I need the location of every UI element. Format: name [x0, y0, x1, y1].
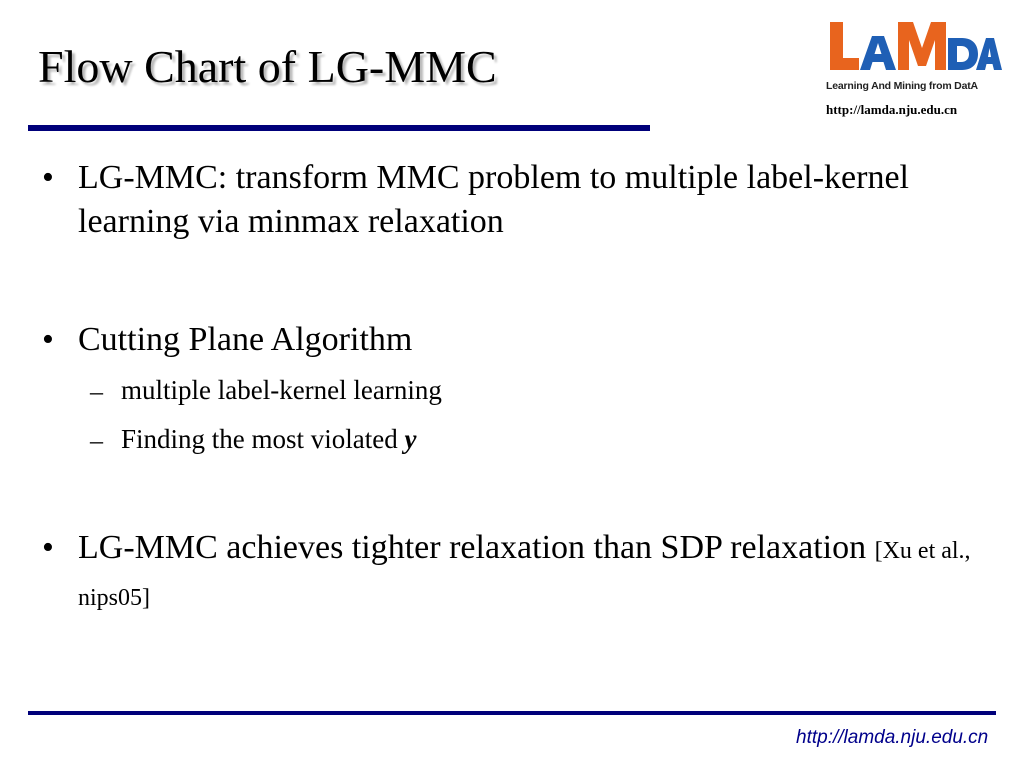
sub-bullet-marker-2: –: [90, 426, 103, 455]
citation: [Xu et al., nips05]: [78, 538, 971, 611]
slide-title: Flow Chart of LG-MMC: [38, 41, 497, 92]
sub-bullet-2: [121, 426, 416, 453]
lamda-logo: [826, 18, 1002, 96]
bullet-3-text: LG-MMC achieves tighter relaxation than SDP relaxation: [78, 529, 875, 566]
bullet-marker-2: •: [42, 321, 54, 358]
variable-y: y: [404, 424, 417, 454]
logo-letter-a2: [976, 38, 1002, 70]
logo-letter-a: [860, 36, 896, 70]
logo-letter-d: [948, 38, 978, 70]
logo-letter-l: [830, 22, 859, 70]
logo-caption: Learning And Mining from DatA: [826, 80, 978, 92]
lamda-logo-wordmark: [826, 18, 1002, 80]
sub-bullet-1-text: multiple label-kernel learning: [121, 375, 442, 405]
title-underline: [28, 125, 650, 131]
bullet-1-text: LG-MMC: transform MMC problem to multiple label-kernel learning via minmax relaxation: [78, 159, 909, 240]
sub-bullet-2-text: Finding the most violated: [121, 424, 405, 454]
bullet-3: [78, 526, 998, 620]
bullet-marker-3: •: [42, 529, 54, 566]
footer-rule: [28, 711, 996, 715]
sub-bullet-marker-1: –: [90, 377, 103, 406]
logo-letter-m: [898, 22, 946, 70]
header-url: http://lamda.nju.edu.cn: [826, 102, 958, 117]
bullet-marker-1: •: [42, 159, 54, 196]
footer-url: http://lamda.nju.edu.cn: [796, 727, 989, 748]
bullet-2-text: Cutting Plane Algorithm: [78, 321, 413, 358]
